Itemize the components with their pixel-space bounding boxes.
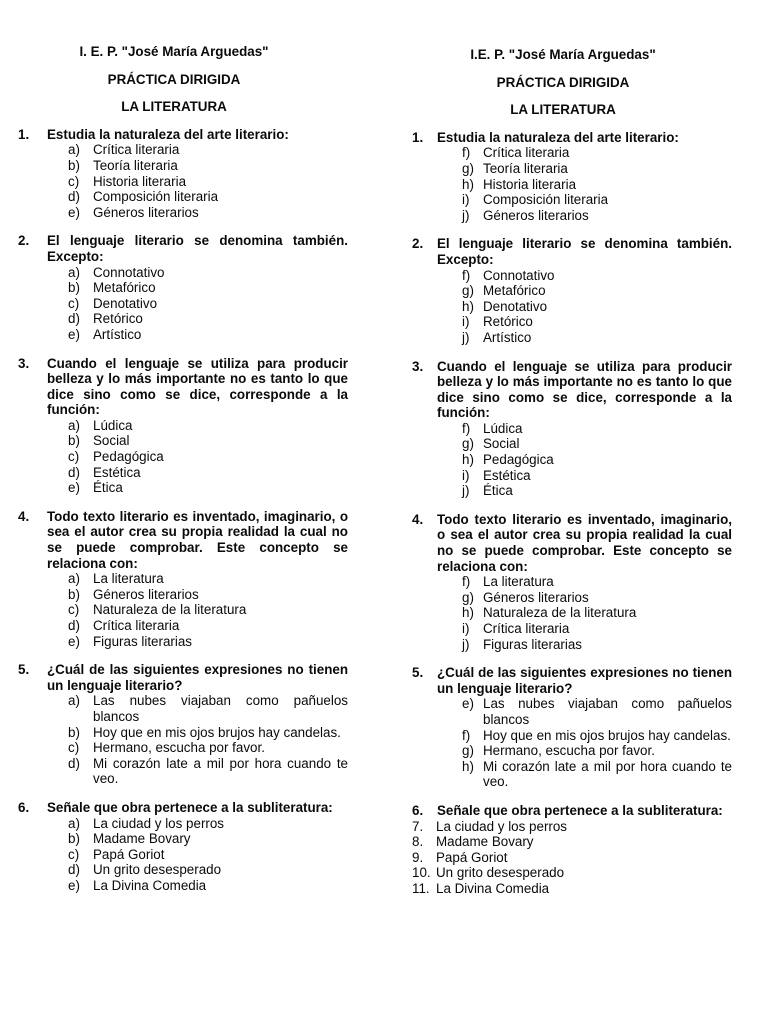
option-row — [68, 831, 348, 847]
question-text: Estudia la naturaleza del arte literario: — [47, 126, 289, 142]
option-row — [462, 728, 732, 744]
options-list — [462, 696, 732, 790]
option-text: Hoy que en mis ojos brujos hay candelas. — [483, 727, 731, 743]
question-row — [412, 512, 732, 574]
question — [18, 509, 348, 649]
option-letter: e) — [68, 326, 80, 342]
option-text: Figuras literarias — [483, 636, 582, 652]
question-row — [18, 800, 348, 816]
numbered-item — [412, 850, 732, 866]
question — [412, 130, 732, 224]
option-letter: g) — [462, 436, 474, 452]
question-row — [18, 356, 348, 418]
subject-title: LA LITERATURA — [121, 99, 227, 115]
option-row — [68, 158, 348, 174]
option-letter: c) — [68, 295, 80, 311]
question — [18, 800, 348, 894]
option-text: Artístico — [483, 329, 532, 345]
options-list — [462, 421, 732, 499]
question-number: 5. — [18, 662, 30, 678]
question-row — [412, 665, 732, 696]
option-letter: c) — [68, 846, 80, 862]
option-row — [68, 634, 348, 650]
option-letter: d) — [68, 464, 80, 480]
option-letter: c) — [68, 740, 80, 756]
option-text: Teoría literaria — [483, 160, 568, 176]
item-text: La ciudad y los perros — [436, 818, 568, 834]
option-text: La ciudad y los perros — [93, 815, 225, 831]
option-letter: a) — [68, 417, 80, 433]
option-letter: i) — [462, 314, 470, 330]
option-text: Un grito desesperado — [93, 862, 222, 878]
question-text: Cuando el lenguaje se utiliza para producir belleza y lo más importante no es tanto lo que dice sino como se dice, corresponde a la función: — [47, 355, 348, 418]
question-number: 5. — [412, 665, 424, 681]
question-text: El lenguaje literario se denomina también. Excepto: — [47, 233, 348, 264]
option-row — [462, 283, 732, 299]
question — [18, 356, 348, 496]
options-list — [68, 816, 348, 894]
option-text: Connotativo — [483, 267, 555, 283]
option-text: La literatura — [93, 571, 164, 587]
option-text: Historia literaria — [93, 173, 187, 189]
option-text: Metafórico — [483, 283, 546, 299]
option-letter: d) — [68, 862, 80, 878]
option-letter: f) — [462, 267, 471, 283]
item-text: Un grito desesperado — [436, 865, 565, 881]
option-text: Composición literaria — [93, 189, 219, 205]
question-number: 1. — [18, 126, 30, 142]
option-text: Figuras literarias — [93, 633, 192, 649]
option-row — [68, 311, 348, 327]
option-row — [462, 759, 732, 790]
institution-name: I. E. P. "José María Arguedas" — [79, 44, 269, 59]
option-row — [462, 621, 732, 637]
option-text: Ética — [483, 483, 513, 499]
question — [412, 236, 732, 345]
item-number: 8. — [412, 834, 424, 850]
option-letter: h) — [462, 298, 474, 314]
option-text: Crítica literaria — [93, 618, 180, 633]
option-text: Teoría literaria — [93, 157, 178, 173]
option-row — [68, 189, 348, 205]
option-text: Metafórico — [93, 280, 156, 296]
option-letter: d) — [68, 755, 80, 771]
option-row — [68, 693, 348, 724]
option-letter: c) — [68, 173, 80, 189]
question-row — [412, 359, 732, 421]
question-text: Todo texto literario es inventado, imaginario, o sea el autor crea su propia realidad la cual no se puede comprobar. Este concepto se relaciona con: — [47, 508, 348, 571]
option-row — [68, 280, 348, 296]
option-text: Crítica literaria — [483, 145, 570, 161]
option-row — [462, 177, 732, 193]
numbered-item — [412, 865, 732, 881]
item-text: Madame Bovary — [436, 834, 534, 850]
question-text: Señale que obra pertenece a la subliteratura: — [47, 799, 333, 815]
option-letter: b) — [68, 831, 80, 847]
option-text: Artístico — [93, 326, 142, 342]
item-text: La Divina Comedia — [436, 880, 550, 896]
question-row — [18, 509, 348, 571]
option-letter: a) — [68, 142, 80, 158]
option-row — [68, 862, 348, 878]
question — [412, 803, 732, 897]
option-letter: g) — [462, 283, 474, 299]
option-letter: d) — [68, 311, 80, 327]
option-letter: e) — [462, 696, 474, 712]
question-text: ¿Cuál de las siguientes expresiones no tienen un lenguaje literario? — [47, 662, 348, 693]
option-row — [68, 571, 348, 587]
option-letter: b) — [68, 724, 80, 740]
option-text: Géneros literarios — [483, 207, 589, 223]
option-text: Naturaleza de la literatura — [93, 602, 247, 618]
option-row — [68, 618, 348, 634]
option-row — [68, 756, 348, 787]
option-text: Ética — [93, 480, 123, 496]
option-letter: h) — [462, 758, 474, 774]
option-row — [68, 602, 348, 618]
option-text: Crítica literaria — [483, 621, 570, 636]
option-text: Estética — [483, 467, 531, 483]
option-text: Composición literaria — [483, 192, 609, 208]
option-row — [462, 696, 732, 727]
option-row — [462, 452, 732, 468]
item-number: 7. — [412, 818, 424, 834]
option-row — [462, 299, 732, 315]
option-row — [462, 590, 732, 606]
option-text: Hoy que en mis ojos brujos hay candelas. — [93, 724, 341, 740]
option-text: Denotativo — [483, 298, 548, 314]
option-row — [68, 296, 348, 312]
question-row — [412, 236, 732, 267]
option-row — [462, 161, 732, 177]
option-text: Denotativo — [93, 295, 158, 311]
option-letter: e) — [68, 204, 80, 220]
question-text: El lenguaje literario se denomina también. Excepto: — [437, 236, 732, 267]
options-list — [68, 693, 348, 787]
item-number: 10. — [412, 865, 431, 881]
option-letter: j) — [462, 483, 470, 499]
options-list — [462, 268, 732, 346]
option-letter: j) — [462, 636, 470, 652]
option-letter: a) — [68, 264, 80, 280]
option-letter: h) — [462, 452, 474, 468]
option-letter: h) — [462, 605, 474, 621]
option-text: Social — [483, 436, 520, 452]
option-text: Hermano, escucha por favor. — [483, 743, 655, 759]
item-number: 11. — [412, 880, 430, 896]
question — [412, 665, 732, 790]
question — [412, 512, 732, 652]
question-text: Señale que obra pertenece a la subliteratura: — [437, 802, 723, 818]
option-text: Lúdica — [483, 420, 523, 436]
option-text: Géneros literarios — [483, 589, 589, 605]
option-row — [462, 314, 732, 330]
option-row — [462, 605, 732, 621]
option-letter: d) — [68, 618, 80, 633]
question — [18, 233, 348, 342]
question-text: ¿Cuál de las siguientes expresiones no tienen un lenguaje literario? — [437, 665, 732, 696]
option-row — [462, 268, 732, 284]
option-letter: f) — [462, 145, 471, 161]
option-letter: e) — [68, 480, 80, 496]
option-letter: b) — [68, 157, 80, 173]
option-text: Pedagógica — [93, 449, 164, 465]
question-text: Estudia la naturaleza del arte literario: — [437, 129, 679, 145]
option-letter: c) — [68, 602, 80, 618]
options-list — [68, 142, 348, 220]
option-letter: a) — [68, 571, 80, 587]
question-number: 4. — [412, 511, 424, 527]
numbered-item — [412, 834, 732, 850]
option-row — [462, 436, 732, 452]
option-letter: f) — [462, 420, 471, 436]
options-list — [68, 418, 348, 496]
option-letter: j) — [462, 329, 470, 345]
question-text: Todo texto literario es inventado, imaginario, o sea el autor crea su propia realidad la cual no se puede comprobar. Este concepto se relaciona con: — [437, 511, 732, 574]
option-text: Social — [93, 433, 130, 449]
option-row — [462, 637, 732, 653]
option-text: Las nubes viajaban como pañuelos blancos — [483, 696, 732, 727]
option-letter: a) — [68, 693, 80, 709]
option-letter: a) — [68, 815, 80, 831]
option-letter: f) — [462, 727, 471, 743]
option-row — [68, 725, 348, 741]
numbered-items — [412, 819, 732, 897]
option-text: Lúdica — [93, 417, 133, 433]
option-text: Retórico — [93, 311, 143, 327]
option-row — [462, 192, 732, 208]
option-row — [462, 743, 732, 759]
option-row — [68, 847, 348, 863]
option-row — [68, 174, 348, 190]
institution-name: I.E. P. "José María Arguedas" — [470, 47, 656, 62]
question-number: 2. — [18, 233, 30, 249]
column-right — [412, 47, 732, 910]
option-row — [68, 205, 348, 221]
option-row — [68, 878, 348, 894]
subject-title: LA LITERATURA — [510, 102, 616, 118]
option-text: La Divina Comedia — [93, 877, 207, 893]
item-text: Papá Goriot — [436, 849, 508, 865]
option-letter: i) — [462, 192, 470, 208]
question-number: 3. — [412, 358, 424, 374]
option-letter: i) — [462, 621, 470, 636]
option-row — [68, 480, 348, 496]
option-row — [462, 574, 732, 590]
option-row — [462, 468, 732, 484]
option-text: Retórico — [483, 314, 533, 330]
option-text: Géneros literarios — [93, 586, 199, 602]
numbered-item — [412, 819, 732, 835]
question-number: 2. — [412, 236, 424, 252]
question-row — [18, 662, 348, 693]
question-number: 6. — [18, 799, 30, 815]
option-letter: f) — [462, 574, 471, 590]
option-text: Papá Goriot — [93, 846, 165, 862]
option-row — [462, 483, 732, 499]
question-number: 3. — [18, 355, 30, 371]
option-row — [462, 145, 732, 161]
options-list — [462, 145, 732, 223]
question-text: Cuando el lenguaje se utiliza para producir belleza y lo más importante no es tanto lo que dice sino como se dice, corresponde a la función: — [437, 358, 732, 421]
options-list — [462, 574, 732, 652]
option-letter: j) — [462, 207, 470, 223]
question-row — [412, 803, 732, 819]
question-number: 1. — [412, 129, 424, 145]
option-letter: g) — [462, 160, 474, 176]
option-row — [68, 740, 348, 756]
option-text: Crítica literaria — [93, 142, 180, 158]
option-text: Pedagógica — [483, 452, 554, 468]
question-row — [18, 233, 348, 264]
option-letter: d) — [68, 189, 80, 205]
options-list — [68, 571, 348, 649]
option-letter: e) — [68, 633, 80, 649]
option-row — [68, 449, 348, 465]
option-row — [462, 208, 732, 224]
option-letter: b) — [68, 280, 80, 296]
option-text: Naturaleza de la literatura — [483, 605, 637, 621]
option-text: Estética — [93, 464, 141, 480]
question-number: 4. — [18, 508, 30, 524]
option-text: Madame Bovary — [93, 831, 191, 847]
question-number: 6. — [412, 802, 424, 818]
option-text: Historia literaria — [483, 176, 577, 192]
option-row — [68, 142, 348, 158]
option-letter: g) — [462, 589, 474, 605]
option-row — [462, 421, 732, 437]
column-left — [18, 44, 348, 907]
option-letter: e) — [68, 877, 80, 893]
question — [18, 127, 348, 221]
option-text: Las nubes viajaban como pañuelos blancos — [93, 693, 348, 724]
options-list — [68, 265, 348, 343]
option-row — [462, 330, 732, 346]
option-text: Géneros literarios — [93, 204, 199, 220]
option-letter: b) — [68, 433, 80, 449]
question-row — [18, 127, 348, 143]
option-row — [68, 465, 348, 481]
practice-title: PRÁCTICA DIRIGIDA — [107, 71, 241, 87]
option-row — [68, 587, 348, 603]
option-letter: i) — [462, 467, 470, 483]
numbered-item — [412, 881, 732, 897]
question-row — [412, 130, 732, 146]
item-number: 9. — [412, 849, 424, 865]
option-row — [68, 433, 348, 449]
question — [412, 359, 732, 499]
option-row — [68, 265, 348, 281]
question — [18, 662, 348, 787]
option-row — [68, 418, 348, 434]
option-letter: c) — [68, 449, 80, 465]
option-text: Hermano, escucha por favor. — [93, 740, 265, 756]
option-letter: h) — [462, 176, 474, 192]
option-row — [68, 816, 348, 832]
option-text: La literatura — [483, 574, 554, 590]
option-text: Mi corazón late a mil por hora cuando te veo. — [483, 758, 732, 790]
option-letter: g) — [462, 743, 474, 759]
option-letter: b) — [68, 586, 80, 602]
option-text: Connotativo — [93, 264, 165, 280]
option-text: Mi corazón late a mil por hora cuando te veo. — [93, 755, 348, 787]
option-row — [68, 327, 348, 343]
practice-title: PRÁCTICA DIRIGIDA — [496, 74, 630, 90]
